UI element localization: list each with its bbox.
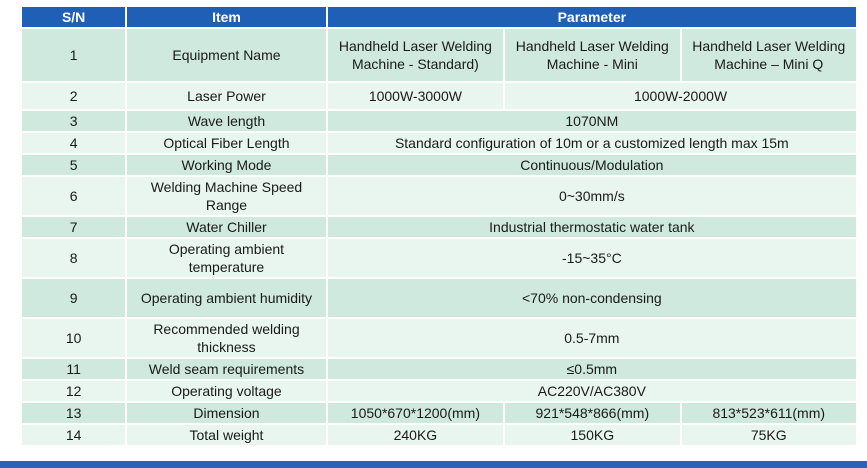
cell-item: Recommended welding thickness <box>127 319 325 357</box>
table-row <box>22 279 856 317</box>
cell-value: 1050*670*1200(mm) <box>328 403 503 423</box>
cell-sn: 2 <box>22 83 125 109</box>
cell-value: Standard configuration of 10m or a customized length max 15m <box>328 133 856 153</box>
cell-value: Handheld Laser Welding Machine – Mini Q <box>682 29 856 81</box>
table-header-row <box>22 7 856 27</box>
table-row <box>22 29 856 81</box>
cell-value: Handheld Laser Welding Machine - Standard) <box>328 29 503 81</box>
table-row <box>22 133 856 153</box>
cell-value: 0~30mm/s <box>328 177 856 215</box>
cell-sn: 4 <box>22 133 125 153</box>
cell-value: 1000W-3000W <box>328 83 503 109</box>
cell-sn: 3 <box>22 111 125 131</box>
cell-value: AC220V/AC380V <box>328 381 856 401</box>
cell-sn: 11 <box>22 359 125 379</box>
cell-sn: 7 <box>22 217 125 237</box>
cell-sn: 6 <box>22 177 125 215</box>
table-row <box>22 239 856 277</box>
table-row <box>22 111 856 131</box>
header-sn: S/N <box>22 7 125 27</box>
cell-sn: 10 <box>22 319 125 357</box>
cell-value: Industrial thermostatic water tank <box>328 217 856 237</box>
cell-value: 240KG <box>328 425 503 445</box>
cell-item: Weld seam requirements <box>127 359 325 379</box>
header-item: Item <box>127 7 325 27</box>
cell-item: Total weight <box>127 425 325 445</box>
cell-value: -15~35°C <box>328 239 856 277</box>
table-row <box>22 177 856 215</box>
cell-item: Operating ambient humidity <box>127 279 325 317</box>
cell-value: 75KG <box>682 425 856 445</box>
cell-value: ≤0.5mm <box>328 359 856 379</box>
table-row <box>22 319 856 357</box>
cell-item: Equipment Name <box>127 29 325 81</box>
cell-item: Operating voltage <box>127 381 325 401</box>
cell-item: Welding Machine Speed Range <box>127 177 325 215</box>
table-row <box>22 217 856 237</box>
cell-value: 1000W-2000W <box>505 83 856 109</box>
cell-item: Laser Power <box>127 83 325 109</box>
spec-table-container <box>20 5 858 447</box>
cell-sn: 5 <box>22 155 125 175</box>
table-row <box>22 359 856 379</box>
cell-value: 921*548*866(mm) <box>505 403 679 423</box>
cell-value: 813*523*611(mm) <box>682 403 856 423</box>
cell-item: Water Chiller <box>127 217 325 237</box>
table-row <box>22 425 856 445</box>
cell-sn: 13 <box>22 403 125 423</box>
cell-item: Operating ambient temperature <box>127 239 325 277</box>
cell-value: 150KG <box>505 425 679 445</box>
cell-sn: 9 <box>22 279 125 317</box>
cell-item: Working Mode <box>127 155 325 175</box>
table-row <box>22 155 856 175</box>
table-row <box>22 381 856 401</box>
cell-item: Wave length <box>127 111 325 131</box>
cell-sn: 1 <box>22 29 125 81</box>
cell-sn: 8 <box>22 239 125 277</box>
cell-value: 1070NM <box>328 111 856 131</box>
table-row <box>22 403 856 423</box>
cell-value: Continuous/Modulation <box>328 155 856 175</box>
cell-item: Dimension <box>127 403 325 423</box>
cell-item: Optical Fiber Length <box>127 133 325 153</box>
spec-table <box>20 5 858 447</box>
cell-sn: 14 <box>22 425 125 445</box>
bottom-accent-bar <box>0 461 867 468</box>
cell-sn: 12 <box>22 381 125 401</box>
cell-value: <70% non-condensing <box>328 279 856 317</box>
cell-value: Handheld Laser Welding Machine - Mini <box>505 29 679 81</box>
table-row <box>22 83 856 109</box>
header-parameter: Parameter <box>328 7 856 27</box>
cell-value: 0.5-7mm <box>328 319 856 357</box>
